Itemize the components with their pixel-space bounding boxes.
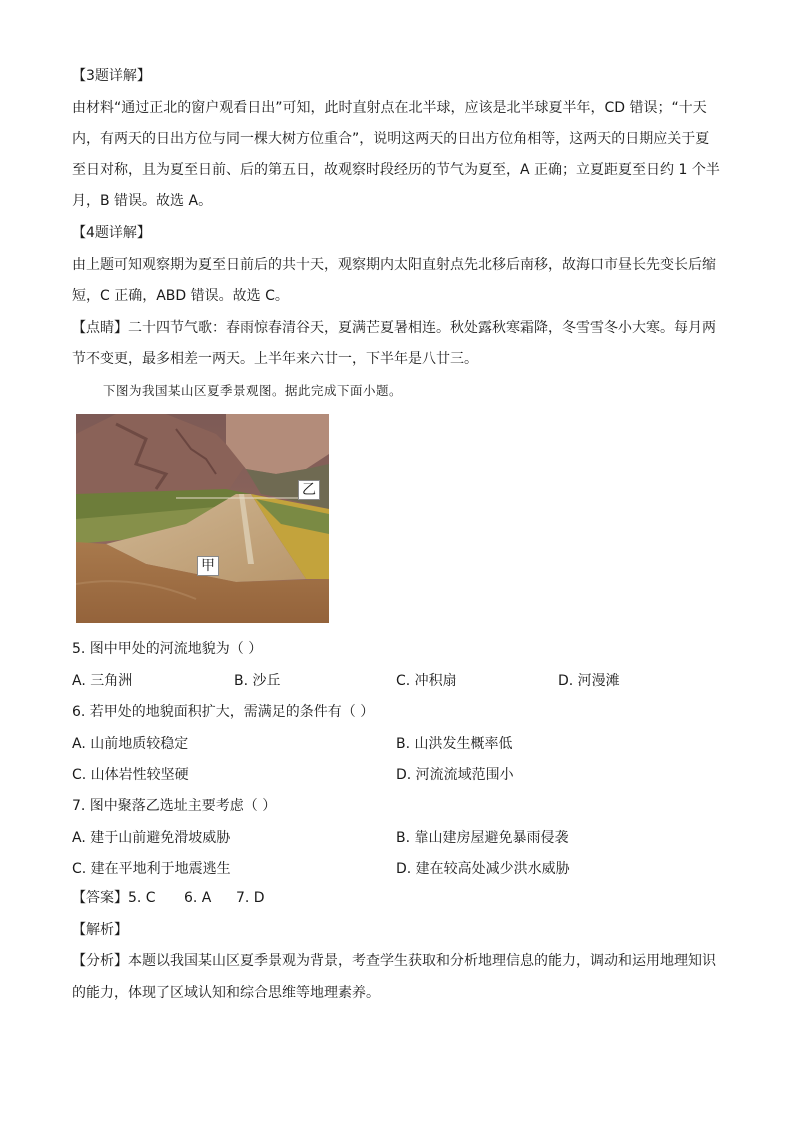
analysis-label: 【解析】 — [72, 922, 128, 938]
fenxi-line-1 — [72, 951, 716, 971]
tip-text-1: 二十四节气歌：春雨惊春清谷天，夏满芒夏暑相连。秋处露秋寒霜降，冬雪雪冬小大寒。每月两 — [128, 320, 716, 336]
fenxi-text-1: 本题以我国某山区夏季景观为背景，考查学生获取和分析地理信息的能力，调动和运用地理知识 — [128, 953, 716, 969]
q5-stem: 5. 图中甲处的河流地貌为（ ） — [72, 641, 263, 657]
q5-option-d[interactable]: D. 河漫滩 — [558, 673, 620, 689]
q3-line-4: 月，B 错误。故选 A。 — [72, 193, 213, 209]
q4-line-1: 由上题可知观察期为夏至日前后的共十天，观察期内太阳直射点先北移后南移，故海口市昼长先变长后缩 — [72, 257, 716, 273]
answer-label: 【答案】 — [72, 890, 128, 906]
fenxi-line-2: 的能力，体现了区域认知和综合思维等地理素养。 — [72, 985, 380, 1001]
tip-line-1 — [72, 318, 716, 338]
q6-option-d[interactable]: D. 河流流域范围小 — [396, 767, 514, 783]
answer-line — [72, 888, 265, 908]
q3-heading: 【3题详解】 — [72, 68, 151, 84]
q6-stem: 6. 若甲处的地貌面积扩大，需满足的条件有（ ） — [72, 704, 375, 720]
answer-6: 6. A — [184, 890, 212, 906]
tip-line-2: 节不变更，最多相差一两天。上半年来六廿一，下半年是八廿三。 — [72, 351, 478, 367]
q4-heading: 【4题详解】 — [72, 225, 151, 241]
tip-label: 【点睛】 — [72, 320, 128, 336]
q4-line-2: 短，C 正确，ABD 错误。故选 C。 — [72, 288, 289, 304]
q6-option-a[interactable]: A. 山前地质较稳定 — [72, 736, 189, 752]
figure-intro: 下图为我国某山区夏季景观图。据此完成下面小题。 — [103, 383, 403, 398]
q7-option-b[interactable]: B. 靠山建房屋避免暴雨侵袭 — [396, 830, 569, 846]
fenxi-label: 【分析】 — [72, 953, 128, 969]
q3-line-3: 至日对称，且为夏至日前、后的第五日，故观察时段经历的节气为夏至，A 正确；立夏距夏至日约 1 个半 — [72, 162, 720, 178]
q7-stem: 7. 图中聚落乙选址主要考虑（ ） — [72, 798, 277, 814]
q7-option-c[interactable]: C. 建在平地利于地震逃生 — [72, 861, 231, 877]
photo-label-jia: 甲 — [197, 556, 219, 576]
q6-option-c[interactable]: C. 山体岩性较坚硬 — [72, 767, 189, 783]
landscape-photo — [76, 414, 329, 623]
q5-option-b[interactable]: B. 沙丘 — [234, 673, 281, 689]
q3-line-2: 内，有两天的日出方位与同一棵大树方位重合”，说明这两天的日出方位角相等，这两天的日期应关于夏 — [72, 131, 710, 147]
q5-option-c[interactable]: C. 冲积扇 — [396, 673, 457, 689]
answer-7: 7. D — [236, 890, 265, 906]
answer-5: 5. C — [128, 890, 156, 906]
q7-option-a[interactable]: A. 建于山前避免滑坡威胁 — [72, 830, 231, 846]
q5-option-a[interactable]: A. 三角洲 — [72, 673, 133, 689]
photo-label-yi: 乙 — [298, 480, 320, 500]
q6-option-b[interactable]: B. 山洪发生概率低 — [396, 736, 513, 752]
q3-line-1: 由材料“通过正北的窗户观看日出”可知，此时直射点在北半球，应该是北半球夏半年，CD 错误；“十天 — [72, 100, 707, 116]
q7-option-d[interactable]: D. 建在较高处减少洪水威胁 — [396, 861, 570, 877]
